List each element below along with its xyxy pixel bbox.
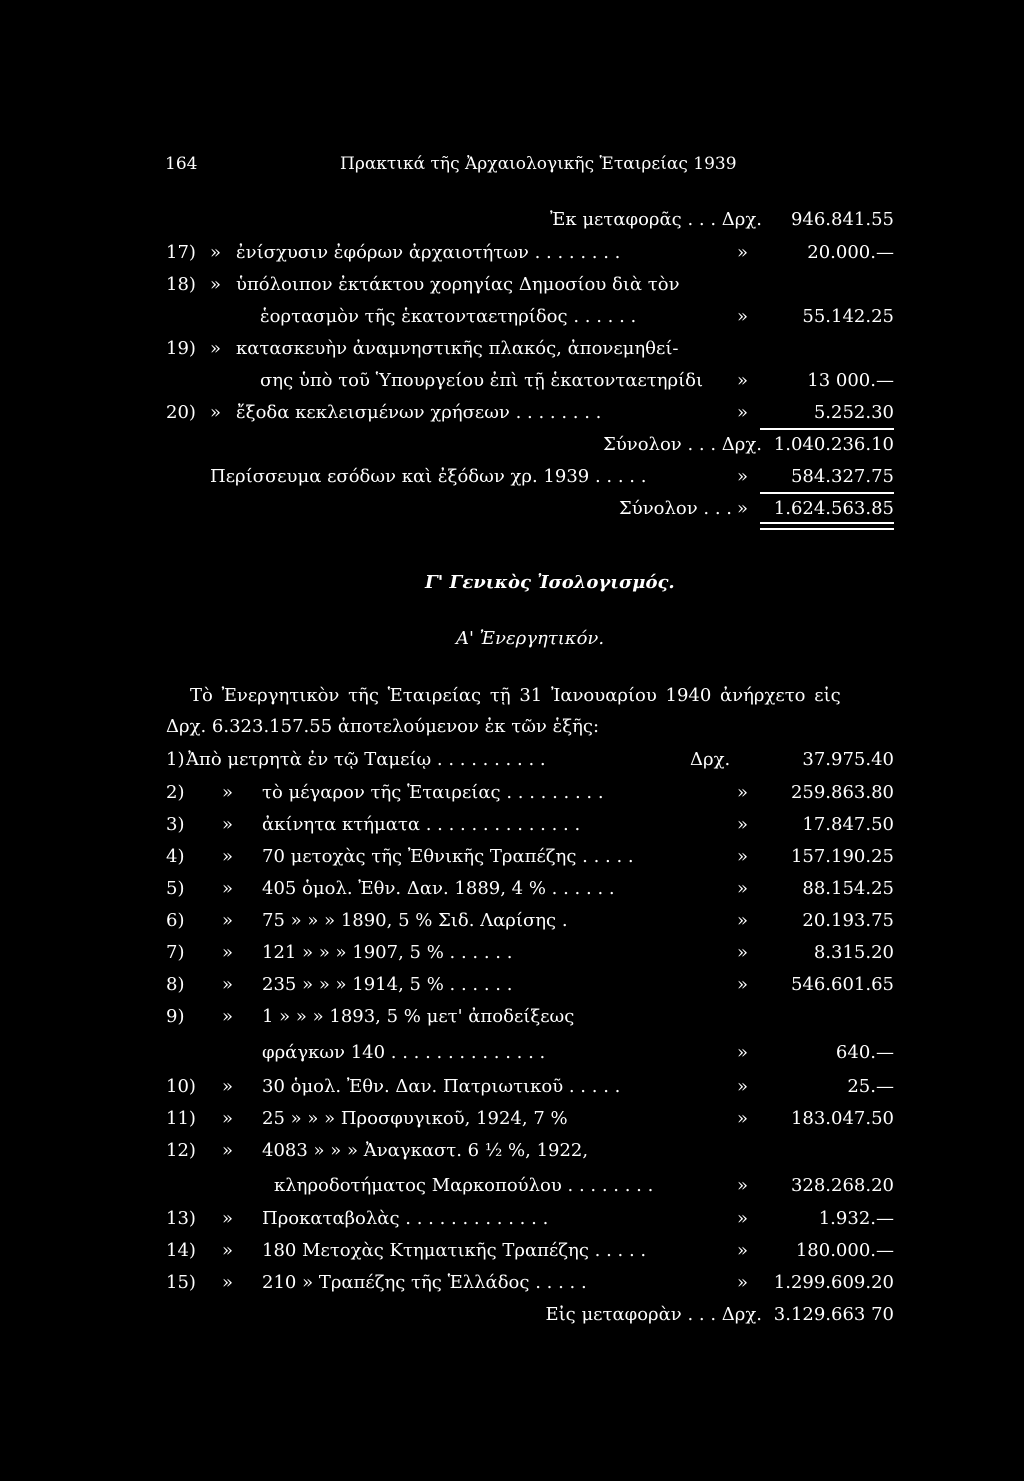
item-amount: 183.047.50 — [790, 1108, 894, 1129]
item-text: 25 » » » Προσφυγικοῦ, 1924, 7 % — [262, 1108, 568, 1129]
ditto-mark: » — [222, 878, 234, 899]
ditto-mark: » — [222, 814, 234, 835]
currency-mark: » — [737, 1076, 749, 1097]
item-amount: 25.— — [847, 1076, 894, 1097]
total-label: Σύνολον . . . Δρχ. — [603, 434, 762, 455]
ditto-mark: » — [222, 1240, 234, 1261]
item-amount: 180.000.— — [795, 1240, 894, 1261]
carry-over-label: Εἰς μεταφορὰν . . . Δρχ. — [545, 1304, 762, 1325]
currency-mark: » — [737, 370, 749, 391]
item-text: Ἀπὸ μετρητὰ ἐν τῷ Ταμείῳ . . . . . . . . . . — [186, 749, 546, 770]
double-rule-top — [760, 522, 894, 524]
carried-forward-label: Ἐκ μεταφορᾶς . . . Δρχ. — [550, 209, 762, 230]
currency-mark: » — [737, 466, 749, 487]
item-number: 1) — [166, 749, 185, 770]
item-number: 19) — [166, 338, 196, 359]
currency-mark: » — [737, 814, 749, 835]
running-title: Πρακτικά τῆς Ἀρχαιολογικῆς Ἑταιρείας 1939 — [340, 154, 737, 174]
item-amount: 20.193.75 — [802, 910, 894, 931]
ditto-mark: » — [222, 910, 234, 931]
ditto-mark: » — [222, 846, 234, 867]
currency-mark: » — [737, 846, 749, 867]
surplus-amount: 584.327.75 — [790, 466, 894, 487]
item-number: 12) — [166, 1140, 196, 1161]
item-text: ἐνίσχυσιν ἐφόρων ἀρχαιοτήτων . . . . . . . . — [236, 242, 621, 263]
item-text-continued: κληροδοτήματος Μαρκοπούλου . . . . . . . . — [274, 1175, 654, 1196]
currency-mark: » — [737, 1208, 749, 1229]
item-number: 17) — [166, 242, 196, 263]
item-amount: 328.268.20 — [790, 1175, 894, 1196]
item-amount: 88.154.25 — [802, 878, 894, 899]
item-amount: 17.847.50 — [802, 814, 894, 835]
currency-mark: » — [737, 1175, 749, 1196]
ditto-mark: » — [222, 974, 234, 995]
item-number: 9) — [166, 1006, 185, 1027]
item-text: κατασκευὴν ἀναμνηστικῆς πλακός, ἀπονεμηθεί- — [236, 338, 679, 359]
item-number: 10) — [166, 1076, 196, 1097]
currency-mark: » — [737, 402, 749, 423]
item-text-continued: ἑορτασμὸν τῆς ἑκατονταετηρίδος . . . . . . — [260, 306, 637, 327]
item-text: 235 » » » 1914, 5 % . . . . . . — [262, 974, 513, 995]
item-number: 13) — [166, 1208, 196, 1229]
grand-total-label: Σύνολον . . . — [619, 498, 732, 519]
item-text: Προκαταβολὰς . . . . . . . . . . . . . — [262, 1208, 549, 1229]
total-amount: 1.040.236.10 — [773, 434, 894, 455]
item-amount: 157.190.25 — [790, 846, 894, 867]
item-text-continued: σης ὑπὸ τοῦ Ὑπουργείου ἐπὶ τῇ ἑκατονταετηρίδι — [260, 370, 704, 391]
item-text: 405 ὁμολ. Ἐθν. Δαν. 1889, 4 % . . . . . . — [262, 878, 615, 899]
item-number: 5) — [166, 878, 185, 899]
item-amount: 20.000.— — [807, 242, 894, 263]
page-number: 164 — [165, 154, 198, 174]
grand-total-amount: 1.624.563.85 — [773, 498, 894, 519]
currency-mark: » — [737, 782, 749, 803]
ditto-mark: » — [222, 1140, 234, 1161]
item-number: 15) — [166, 1272, 196, 1293]
item-text: 75 » » » 1890, 5 % Σιδ. Λαρίσης . — [262, 910, 568, 931]
ditto-mark: » — [222, 1006, 234, 1027]
item-number: 4) — [166, 846, 185, 867]
currency-mark: » — [737, 498, 749, 519]
currency-mark: » — [737, 1108, 749, 1129]
item-text: ἀκίνητα κτήματα . . . . . . . . . . . . . . — [262, 814, 581, 835]
ditto-mark: » — [210, 402, 222, 423]
section-title: Γ' Γενικὸς Ἰσολογισμός. — [425, 572, 675, 593]
currency-mark: » — [737, 306, 749, 327]
intro-line: Τὸ Ἐνεργητικὸν τῆς Ἑταιρείας τῇ 31 Ἰανουαρίου 1940 ἀνήρχετο εἰς — [190, 685, 841, 706]
item-number: 8) — [166, 974, 185, 995]
item-amount: 1.932.— — [818, 1208, 894, 1229]
item-number: 11) — [166, 1108, 196, 1129]
ditto-mark: » — [222, 1208, 234, 1229]
currency-mark: » — [737, 1042, 749, 1063]
ditto-mark: » — [222, 782, 234, 803]
item-number: 6) — [166, 910, 185, 931]
ditto-mark: » — [222, 1272, 234, 1293]
ditto-mark: » — [210, 274, 222, 295]
item-text: ὑπόλοιπον ἐκτάκτου χορηγίας Δημοσίου διὰ τὸν — [236, 274, 680, 295]
currency-mark: » — [737, 878, 749, 899]
currency-mark: » — [737, 974, 749, 995]
item-text: 4083 » » » Ἀναγκαστ. 6 ½ %, 1922, — [262, 1140, 589, 1161]
item-number: 7) — [166, 942, 185, 963]
ditto-mark: » — [222, 1108, 234, 1129]
double-rule-bottom — [760, 528, 894, 530]
item-amount: 37.975.40 — [802, 749, 894, 770]
currency-mark: » — [737, 942, 749, 963]
item-text: 121 » » » 1907, 5 % . . . . . . — [262, 942, 513, 963]
item-amount: 640.— — [835, 1042, 894, 1063]
item-number: 14) — [166, 1240, 196, 1261]
ditto-mark: » — [210, 338, 222, 359]
item-amount: 5.252.30 — [813, 402, 894, 423]
subsection-title: Α' Ἐνεργητικόν. — [456, 628, 605, 649]
sum-rule — [760, 428, 894, 430]
currency-mark: Δρχ. — [690, 749, 731, 770]
ditto-mark: » — [210, 242, 222, 263]
item-amount: 1.299.609.20 — [773, 1272, 894, 1293]
currency-mark: » — [737, 1272, 749, 1293]
currency-mark: » — [737, 242, 749, 263]
item-number: 3) — [166, 814, 185, 835]
item-number: 2) — [166, 782, 185, 803]
sum-rule — [760, 492, 894, 494]
item-text: 1 » » » 1893, 5 % μετ' ἀποδείξεως — [262, 1006, 575, 1027]
item-text-continued: φράγκων 140 . . . . . . . . . . . . . . — [262, 1042, 546, 1063]
surplus-label: Περίσσευμα εσόδων καὶ ἐξόδων χρ. 1939 . . . . . — [210, 466, 647, 487]
item-amount: 13 000.— — [807, 370, 894, 391]
item-text: 30 ὁμολ. Ἐθν. Δαν. Πατριωτικοῦ . . . . . — [262, 1076, 621, 1097]
item-text: 70 μετοχὰς τῆς Ἐθνικῆς Τραπέζης . . . . . — [262, 846, 634, 867]
item-amount: 546.601.65 — [790, 974, 894, 995]
intro-line: Δρχ. 6.323.157.55 ἀποτελούμενον ἐκ τῶν ἑξῆς: — [166, 716, 600, 737]
item-text: ἔξοδα κεκλεισμένων χρήσεων . . . . . . . . — [236, 402, 602, 423]
carried-forward-amount: 946.841.55 — [790, 209, 894, 230]
currency-mark: » — [737, 910, 749, 931]
item-amount: 55.142.25 — [802, 306, 894, 327]
ditto-mark: » — [222, 1076, 234, 1097]
ditto-mark: » — [222, 942, 234, 963]
item-text: τὸ μέγαρον τῆς Ἑταιρείας . . . . . . . . . — [262, 782, 604, 803]
item-number: 20) — [166, 402, 196, 423]
item-text: 180 Μετοχὰς Κτηματικῆς Τραπέζης . . . . . — [262, 1240, 647, 1261]
currency-mark: » — [737, 1240, 749, 1261]
item-amount: 8.315.20 — [813, 942, 894, 963]
item-text: 210 » Τραπέζης τῆς Ἑλλάδος . . . . . — [262, 1272, 587, 1293]
item-amount: 259.863.80 — [790, 782, 894, 803]
item-number: 18) — [166, 274, 196, 295]
carry-over-amount: 3.129.663 70 — [773, 1304, 894, 1325]
